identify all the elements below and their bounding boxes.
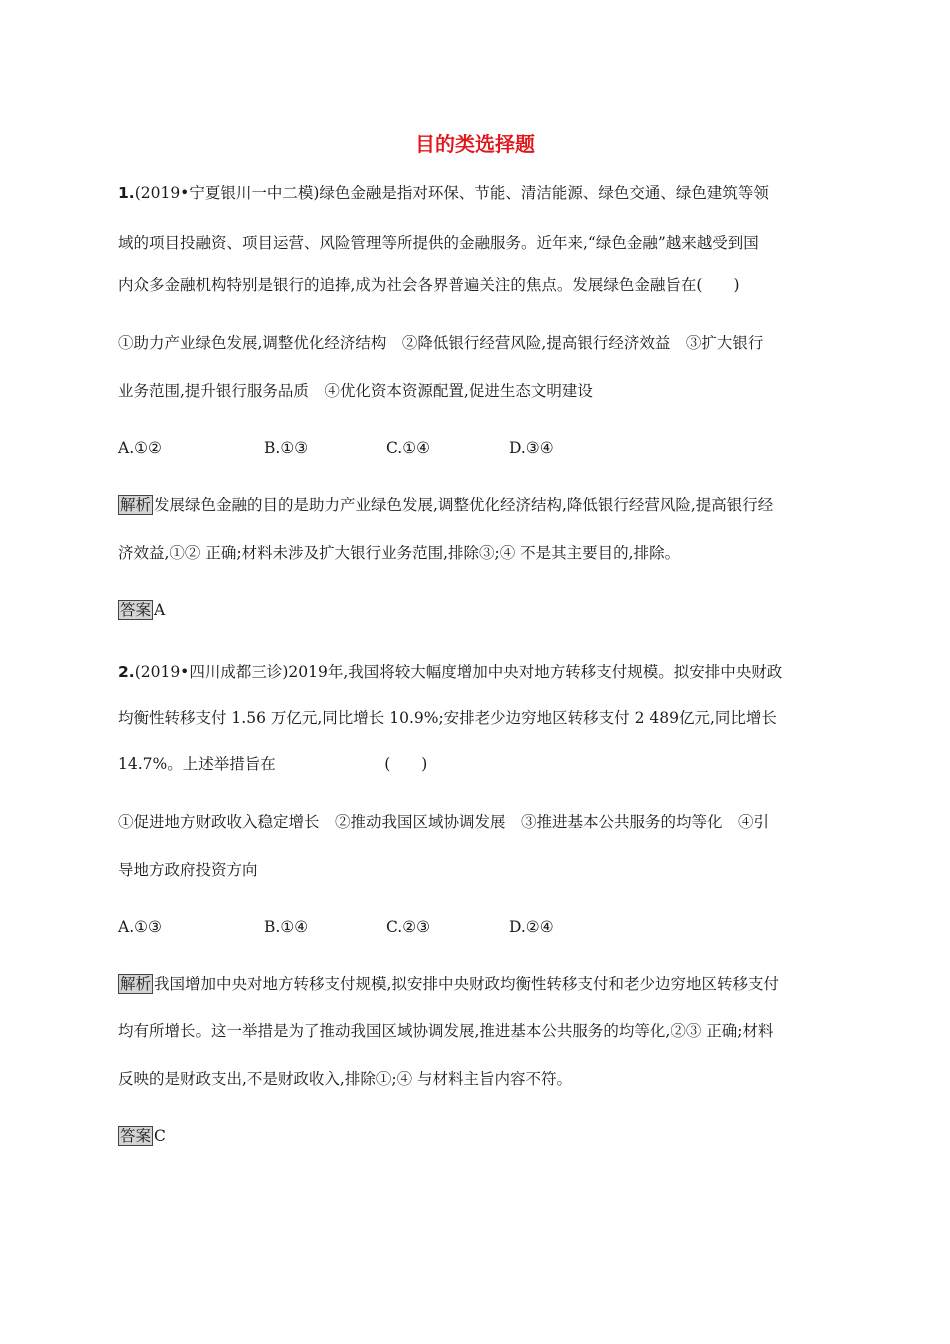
analysis-label: 解析 [120, 975, 152, 993]
question-2-statements-line-1: ①促进地方财政收入稳定增长 ②推动我国区域协调发展 ③推进基本公共服务的均等化 ④引 [118, 813, 770, 831]
question-2-option-a: A.①③ [118, 918, 162, 936]
question-2-answer [118, 1126, 166, 1146]
question-2-stem-line-1: 2.(2019•四川成都三诊)2019年,我国将较大幅度增加中央对地方转移支付规模。拟安排中央财政 [118, 663, 783, 681]
question-2-stem-line-2: 均衡性转移支付 1.56 万亿元,同比增长 10.9%;安排老少边穷地区转移支付 2 489亿元,同比增长 [118, 709, 777, 727]
analysis-label: 解析 [120, 496, 152, 514]
answer-label: 答案 [120, 601, 152, 619]
question-1-stem-line-1: 1.(2019•宁夏银川一中二模)绿色金融是指对环保、节能、清洁能源、绿色交通、绿色建筑等领 [118, 184, 769, 202]
page-title: 目的类选择题 [415, 132, 535, 156]
answer-value: C [154, 1127, 166, 1145]
question-1-number: 1. [118, 184, 135, 202]
question-1-option-d: D.③④ [509, 439, 554, 457]
question-2-statements-line-2: 导地方政府投资方向 [118, 861, 258, 879]
question-1-option-b: B.①③ [264, 439, 309, 457]
question-1-analysis-line-2: 济效益,①② 正确;材料未涉及扩大银行业务范围,排除③;④ 不是其主要目的,排除。 [118, 544, 681, 562]
question-1-statements-line-2: 业务范围,提升银行服务品质 ④优化资本资源配置,促进生态文明建设 [118, 382, 593, 400]
question-1-options [118, 438, 718, 458]
question-1-statements-line-1: ①助力产业绿色发展,调整优化经济结构 ②降低银行经营风险,提高银行经济效益 ③扩大银行 [118, 334, 764, 352]
question-1-analysis-line-1: 解析 发展绿色金融的目的是助力产业绿色发展,调整优化经济结构,降低银行经营风险,提高银行经 [120, 496, 774, 514]
question-2-options [118, 917, 718, 937]
question-2-analysis-line-1: 解析 我国增加中央对地方转移支付规模,拟安排中央财政均衡性转移支付和老少边穷地区转移支付 [120, 975, 779, 993]
question-2-stem-line-3: 14.7%。上述举措旨在 ( ) [118, 755, 428, 773]
answer-label: 答案 [120, 1127, 152, 1145]
question-2-option-c: C.②③ [386, 918, 431, 936]
question-2-option-b: B.①④ [264, 918, 309, 936]
question-2-number: 2. [118, 663, 135, 681]
question-1-stem-line-2: 域的项目投融资、项目运营、风险管理等所提供的金融服务。近年来,“绿色金融”越来越受到国 [118, 234, 759, 252]
question-1-stem-line-3: 内众多金融机构特别是银行的追捧,成为社会各界普遍关注的焦点。发展绿色金融旨在( ) [118, 276, 740, 294]
question-1-option-a: A.①② [118, 439, 162, 457]
question-2-option-d: D.②④ [509, 918, 554, 936]
question-1-option-c: C.①④ [386, 439, 431, 457]
question-1-answer [118, 600, 165, 620]
question-2-analysis-line-2: 均有所增长。这一举措是为了推动我国区域协调发展,推进基本公共服务的均等化,②③ 正确;材料 [118, 1022, 774, 1040]
question-2-analysis-line-3: 反映的是财政支出,不是财政收入,排除①;④ 与材料主旨内容不符。 [118, 1070, 573, 1088]
answer-value: A [154, 601, 166, 619]
